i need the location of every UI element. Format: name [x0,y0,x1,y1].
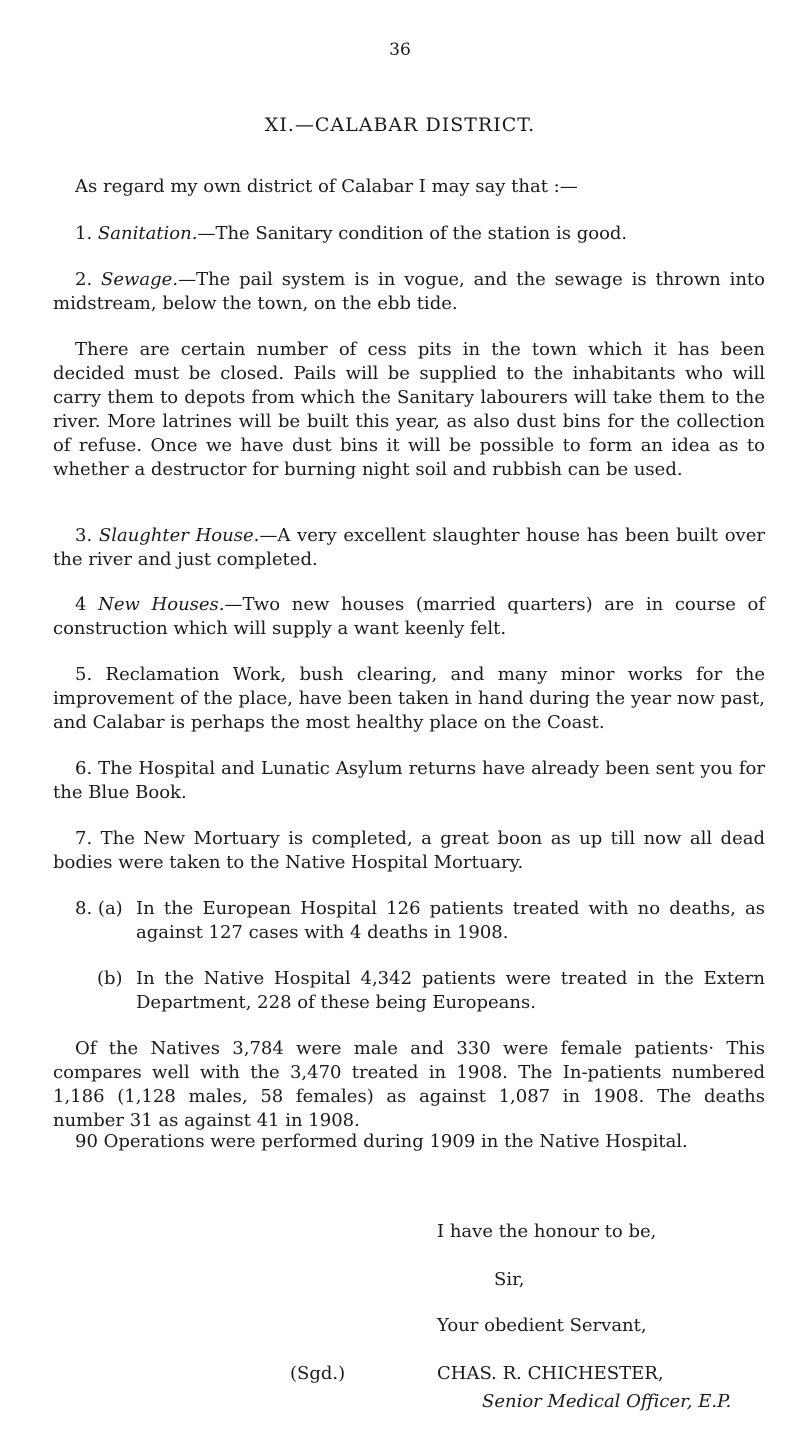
section-heading: XI.—CALABAR DISTRICT. [264,114,536,136]
item-text: —Two new houses (married quarters) are in course of construction which will supply a want keenly felt. [53,594,765,639]
item-number: 8. [75,898,93,919]
closing-honour: I have the honour to be, [437,1221,657,1242]
page-number: 36 [389,40,411,60]
item-text: The New Mortuary is completed, a great boon as up till now all dead bodies were taken to the Native Hospital Mortuary. [53,828,765,873]
item-8b-text [136,967,765,1015]
signatory-name: CHAS. R. CHICHESTER, [437,1363,664,1384]
item-mortuary [53,827,765,875]
item-text: —The Sanitary condition of the station is good. [197,223,628,244]
subitem-label: (b) [97,968,123,989]
item-number: 1. [75,223,93,244]
item-text: The Hospital and Lunatic Asylum returns have already been sent you for the Blue Book. [53,758,765,803]
item-slaughter-house [53,524,765,572]
closing-servant: Your obedient Servant, [437,1315,647,1336]
intro-line: As regard my own district of Calabar I may say that :— [75,176,578,197]
item-sewage [53,268,765,316]
cess-pits-paragraph: There are certain number of cess pits in the town which it has been decided must be closed. Pails will be supplied to the inhabitants who will carry them to depots from which the Sanitary labourers will take them to the river. More latrines will be built this year, as also dust bins for the collection of refuse. Once we have dust bins it will be possible to form an idea as to whether a destructor for burning night soil and rubbish can be used. [53,339,765,480]
item-text: —A very excellent slaughter house has been built over the river and just completed. [53,525,765,570]
item-number: 5. [75,664,93,685]
item-title: Sanitation. [97,223,198,244]
signatory-title: Senior Medical Officer, E.P. [482,1391,732,1412]
item-text: Reclamation Work, bush clearing, and many minor works for the improvement of the place, have been taken in hand during the year now past, and Calabar is perhaps the most healthy place on the Coast. [53,664,765,733]
item-8a-text [136,897,765,945]
item-text: In the Native Hospital 4,342 patients were treated in the Extern Department, 228 of these being Europeans. [136,968,765,1013]
closing-sir: Sir, [494,1269,525,1290]
item-number: 4 [75,594,87,615]
item-number: 3. [75,525,93,546]
subitem-label: (a) [97,898,123,919]
item-number: 7. [75,828,93,849]
item-text: —The pail system is in vogue, and the sewage is thrown into midstream, below the town, on the ebb tide. [53,269,765,314]
item-title: Sewage. [101,269,179,290]
item-number: 2. [75,269,93,290]
item-text: In the European Hospital 126 patients treated with no deaths, as against 127 cases with 4 deaths in 1908. [136,898,765,943]
item-new-houses [53,593,765,641]
item-sanitation [53,222,765,246]
natives-paragraph: Of the Natives 3,784 were male and 330 were female patients· This compares well with the 3,470 treated in 1908. The In-patients numbered 1,186 (1,128 males, 58 females) as against 1,087 in 1908. The deaths number 31 as against 41 in 1908. [53,1038,765,1131]
item-reclamation [53,663,765,735]
item-number: 6. [75,758,93,779]
operations-line: 90 Operations were performed during 1909 in the Native Hospital. [75,1131,688,1152]
item-hospital-returns [53,757,765,805]
item-title: Slaughter House. [98,525,260,546]
item-title: New Houses. [98,594,225,615]
signed-marker: (Sgd.) [290,1363,346,1384]
